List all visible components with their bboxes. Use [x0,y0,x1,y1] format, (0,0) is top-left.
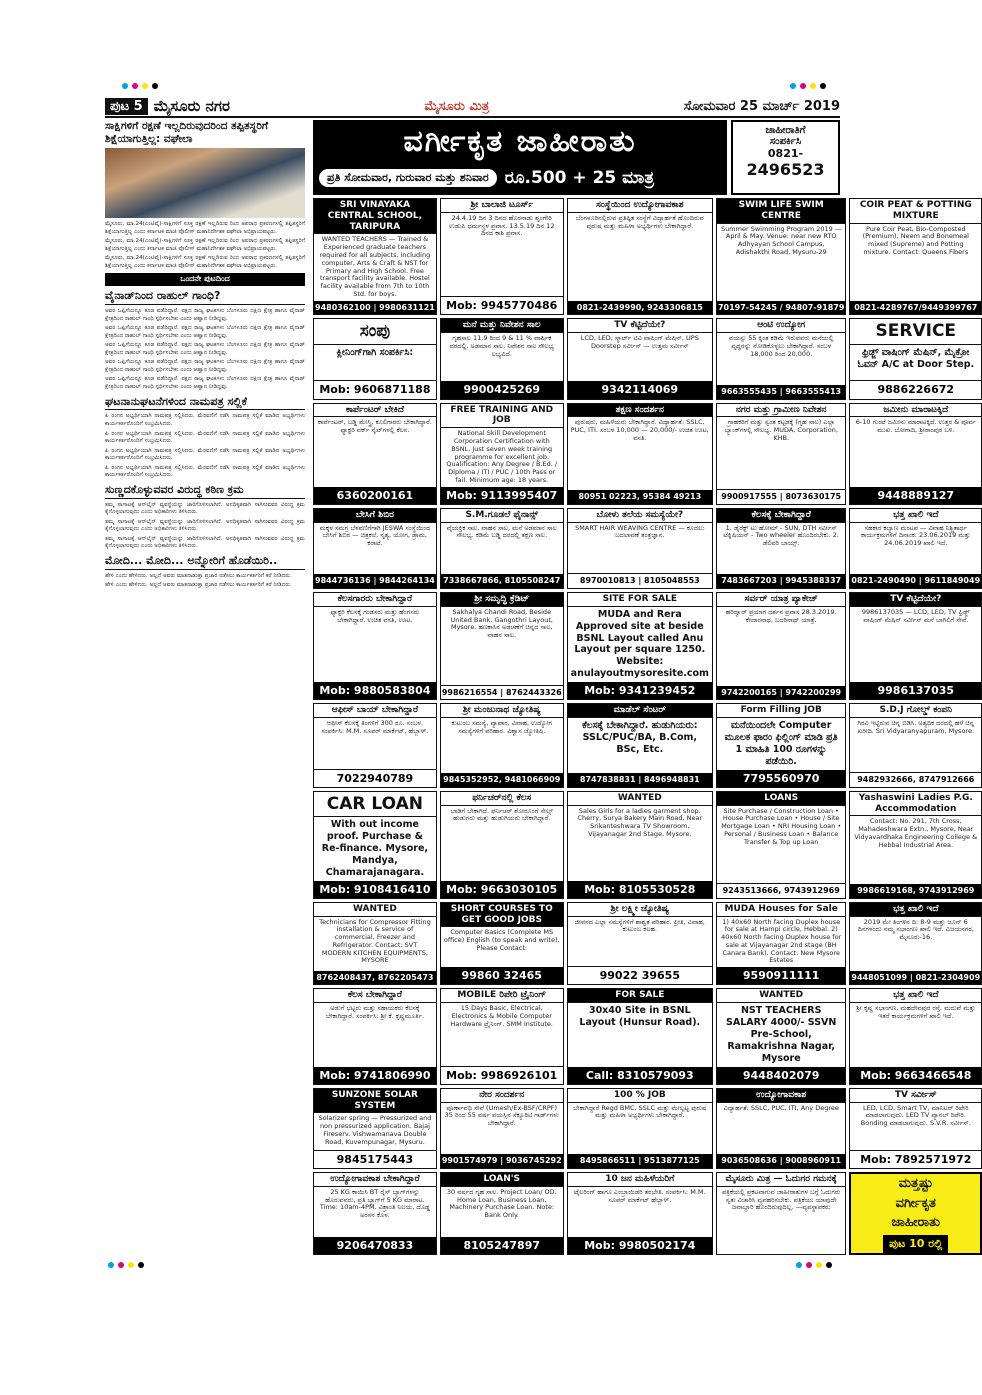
ad-title: ಉದ್ಯೋಗಾವಕಾಶ ಬೇಕಾಗಿದ್ದಾರೆ [314,1173,436,1187]
ad-title: ಮೈಸೂರು ಮಿತ್ರ — ಓದುಗರ ಗಮನಕ್ಕೆ [717,1173,845,1187]
classified-ad [440,508,564,589]
ad-title: LOANS [717,792,845,806]
dateline: ಸೋಮವಾರ 25 ಮಾರ್ಚ್ 2019 [683,98,840,114]
ad-phone-number: 9480362100 | 9980631121 [314,301,436,315]
registration-dot-icon [800,83,806,89]
ad-title: 10 ಜನ ಮಹಿಳೆಯರಿಗೆ [568,1173,712,1187]
ad-body: ಮಕ್ಕಳ ಸಮಗ್ರ ಬೆಳವಣಿಗೆಗಾಗಿ JESWA ಸಂಸ್ಥೆಯಿಂದ ಬೇಸಿಗೆ ಶಿಬಿರ — ಚಿತ್ರಕಲೆ, ನೃತ್ಯ, ಯೋಗ, ಡ್ರಾಮ, ಕರಾಟೆ. [319,523,431,548]
classified-ad [716,1172,846,1255]
registration-dot-icon [132,83,138,89]
page-header [105,96,840,118]
classified-ad [313,1088,437,1169]
classified-ad [849,592,982,700]
registration-dot-icon [118,1262,124,1268]
ad-title: ಕೆಲಸಗಾರರು ಬೇಕಾಗಿದ್ದಾರೆ [314,593,436,607]
ad-phone-number: 9845352952, 9481066909 [441,773,563,787]
ad-phone-number: 9986137035 [850,682,981,699]
classified-ad [716,902,846,986]
ad-title: WANTED [568,792,712,806]
classified-ad [313,508,437,589]
ad-phone-number: 9742200165 | 9742200299 [717,686,845,700]
news-paragraph: ಪಿ ರಂಗನ ಅಭ್ಯರ್ಥಿಯಾಗಿ ನಾಮಪತ್ರ ಸಲ್ಲಿಸಿದರು. ಮೆರವಣಿಗೆ ನಡೆಸಿ ನಾಮಪತ್ರ ಸಲ್ಲಿಕೆ ಮಾಡಿದ ಅಭ್ಯರ್ಥಿಗಳು ಕಾರ್ಯಕರ್ತರೊಂದಿಗೆ ಸಂಭ್ರಮಿಸಿದರು. [105,464,305,479]
classified-banner-title: ವರ್ಗೀಕೃತ ಜಾಹೀರಾತು [403,124,637,159]
ad-title: ಶ್ರೀ ಮಂಜುನಾಥ ಜ್ಯೋತಿಷ್ಯ [441,704,563,718]
classified-ad [440,592,564,700]
ad-title: ನೇರ ಸಂದರ್ಶನ [441,1089,563,1103]
ad-body: ಜೀವನದ ಎಲ್ಲಾ ಸಮಸ್ಯೆಗಳಿಗೆ ಶಾಶ್ವತ ಪರಿಹಾರ. ಪ್ರೀತಿ, ವಿವಾಹ, ಕುಟುಂಬ ಕಲಹ. [574,917,705,934]
ad-phone-number: Mob: 9663466548 [850,1067,981,1084]
ad-body: ಪೂರ್ಣಾವಧಿ ಸೇವೆ (Umesh/Ex-BSF/CRPF) 35 ರಿಂದ 55 ವರ್ಷ ವಯಸ್ಸಿನ ಸೆಕ್ಯೂರಿಟಿ ಗಾರ್ಡ್‌ಗಳು ಬೇಕಾಗಿದ್ದಾರೆ. [444,1103,559,1128]
registration-dot-icon [108,1262,114,1268]
ad-phone-number: 0821-2490490 | 9611849049 [850,574,981,588]
ad-body: Site Purchase / Construction Loan • House Purchase Loan • House / Site Mortgage Loan • NRI Housing Loan • Personal / Business Loan • Balance Transfer & Top up Loan [721,806,842,846]
ad-phone-number: 8762408437, 8762205473 [314,971,436,985]
ad-title: WANTED [314,903,436,917]
ad-body: ಫ್ರಿಡ್ಜ್ ವಾಷಿಂಗ್ ಮೆಷಿನ್, ಮೈಕ್ರೋ ಓವನ್ A/C at Door Step. [857,346,975,370]
ad-title: ಶ್ರೀ ಲಕ್ಷ್ಮೀ ಜ್ಯೋತಿಷ್ಯ [568,903,712,917]
ad-body: 2019 ಮೇ ತಿಂಗಳಿನ ದಿ: 8-9 ಮತ್ತು ಜೂನ್ 6 ದಿನಗಳಂದು ನಮ್ಮ ಸಭಾಂಗಣ ಖಾಲಿ ಇದೆ. ವಿಜಯನಗರ, ಮೈಸೂರು-16. [857,917,974,942]
classified-ad [716,1088,846,1169]
more-classifieds-line: ಜಾಹೀರಾತು [891,1215,941,1230]
classified-ad [716,403,846,505]
ad-title: ಬೋಳು ತಲೆಯ ಸಮಸ್ಯೆಯೇ? [568,509,712,523]
classified-section [313,120,981,1255]
ad-title: ಕೆಲಸಕ್ಕೆ ಬೇಕಾಗಿದ್ದಾರೆ [717,509,845,523]
ad-phone-number: 7483667203 | 9945388337 [717,574,845,588]
contact-box-line: ಸಂಪರ್ಕಿಸಿ [769,136,802,147]
news-photo [105,148,305,218]
registration-dot-icon [816,1262,822,1268]
ad-body: ಮನೆಯಿಂದಲೇ Computer ಮೂಲಕ ಫಾರಂ ಫಿಲ್ಲಿಂಗ್ ಮಾಡಿ ಪ್ರತಿ 1 ಮಾಹಿತಿ 100 ರೂಗಳನ್ನು ಪಡೆಯಿರಿ. [724,720,838,767]
registration-dot-icon [138,1262,144,1268]
classified-ad [567,703,713,787]
classified-ad [440,791,564,899]
ad-body: 1) 40x60 North facing Duplex house for sale at Hampi circle, Hebbal. 2) 40x60 North facing Duplex house for sale at Vijayanagar 2nd stage (BH Canara Bank). Contact: New Mysore Estates [721,917,842,965]
ad-body: ಗಿರವಿ ಇಟ್ಟಿರುವ ಚಿನ್ನ ಬಿಡಿಸಿ. ಅತ್ಯಧಿಕ ದರದಲ್ಲಿ ಹಳೆ ಚಿನ್ನ ಖರೀದಿ. Sri Vidyaranyapuram, Mysore. [857,719,975,735]
classified-ad [716,508,846,589]
classified-ad [313,318,437,399]
ad-phone-number: Mob: 9945770486 [441,296,563,314]
classified-ad [849,791,982,899]
classified-ad [567,403,713,505]
ad-title: ಆಂಟಿ ಉದ್ಯೋಗ [717,319,845,333]
classified-ad [313,198,437,315]
ad-phone-number: 9901574979 | 9036745292 [441,1154,563,1168]
classified-ad [440,1172,564,1255]
registration-dot-icon [142,83,148,89]
ad-body: 30x40 Site in BSNL Layout (Hunsur Road). [579,1005,701,1029]
classified-ad [567,1088,713,1169]
ad-body: Sakhalya Chandi Road, Beside United Bank, Gangothri Layout, Mysore. ಹಣಕಾಸಿನ ಅಡಚಣೆಗೆ ಚಿನ್ನದ ಸಾಲ, ವಾಹನ ಸಾಲ. [450,607,553,640]
news-headline: ಘಟನಾನುಘಟನೆಗಳಿಂದ ನಾಮಪತ್ರ ಸಲ್ಲಿಕೆ [105,395,305,411]
ad-title: SITE FOR SALE [568,593,712,607]
ad-phone-number: 9590911111 [717,967,845,984]
classified-ad [440,1088,564,1169]
ad-phone-number: Mob: 9606871188 [314,380,436,398]
ad-phone-number: 0821-2439990, 9243306815 [568,301,712,315]
more-classifieds-page-ref: ಪುಟ 10 ರಲ್ಲಿ [883,1235,948,1254]
classified-ad [313,791,437,899]
classified-ad [440,318,564,399]
classified-ad [313,403,437,505]
ad-title: ಭತ್ತ ಖಾಲಿ ಇದೆ [850,509,981,523]
ad-phone-number: 9986216554 | 8762443326 [441,685,563,700]
ad-phone-number: Mob: 9980502174 [568,1237,712,1254]
ad-body: ಬಾಡಿಗೆ ಬೇಕಾಗಿದೆ. ಫರ್ನಿಚರ್ ಶೋರೂಂಗೆ ಸೇಲ್ಸ್ ಹುಡುಗರು ಮತ್ತು ಹುಡುಗಿಯರು ಬೇಕಾಗಿದ್ದಾರೆ. [450,806,553,823]
classified-ad [716,703,846,787]
ad-body: Pure Coir Peat, Bio-Composted (Premium), Neem and Bonemeal mixed (Supreme) and Potting mixture. Contact: Queens Fibers [862,224,969,256]
ad-phone-number: 9342114069 [568,381,712,398]
classified-banner-subtitle: ಪ್ರತಿ ಸೋಮವಾರ, ಗುರುವಾರ ಮತ್ತು ಶನಿವಾರ [319,169,497,187]
ad-title: FREE TRAINING AND JOB [441,404,563,429]
ad-title: LOAN'S [441,1173,563,1187]
ad-phone-number: 9448051099 | 0821-2304909 [850,971,981,985]
ad-phone-number: 99860 32465 [441,967,563,984]
ad-body: ಬೇಕಾಗಿದ್ದಾರೆ Regd BMC. SSLC ಮತ್ತು ಮೇಲ್ಪಟ್ಟ ಪುರುಷ ಮತ್ತು ಮಹಿಳಾ ಅಭ್ಯರ್ಥಿಗಳು ಬೇಕಾಗಿದ್ದಾರೆ. [573,1103,707,1120]
ad-title: MOBILE ರಿಪೇರಿ ಟ್ರೈನಿಂಗ್ [441,989,563,1003]
ad-title: ಕೆಲಸ ಬೇಕಾಗಿದ್ದಾರೆ [314,989,436,1003]
page-number-badge: ಪುಟ 5 [105,98,148,115]
ad-body: Sales Girls for a ladies garment shop. Cherry, Surya Bakery Main Road, Near Srikanteshwara TV Showroom, Vijayanagar 2nd Stage, Mysore. [577,806,703,838]
registration-dot-icon [826,1262,832,1268]
ad-title: ಸರ್ವರ್ ಯಾತ್ರ ಪ್ಯಾಕೇಜ್ [717,593,845,607]
ad-phone-number: 7338667866, 8105508247 [441,574,563,588]
registration-dot-icon [810,83,816,89]
ad-body: NST TEACHERS SALARY 4000/- SSVN Pre-School, Ramakrishna Nagar, Mysore [726,1005,837,1064]
news-paragraph: ಅವರ ಒಪ್ಪಿಗೆಯನ್ನೂ ಕೂಡ ಪಡೆದಿದ್ದಾರೆ. ಪಕ್ಷದ ರಾಜ್ಯ ಘಟಕಗಳು ಬೆಂಗಳೂರು ದಕ್ಷಿಣ ಕ್ಷೇತ್ರ ಹಾಗೂ ವೈನಾಡ್ ಕ್ಷೇತ್ರದಿಂದ ರಾಹುಲ್ ಗಾಂಧಿ ಸ್ಪರ್ಧಿಸಬೇಕು ಎಂದು ಆಹ್ವಾನ ನೀಡಿದ್ದವು. [105,359,305,373]
classified-ad [440,198,564,315]
ad-body: 25 KG ಕಾಯಿಸಿ BT ರೈಸ್ ಬ್ಯಾಗ್‌ಗಳನ್ನು ಹೊರುವವರು, ಪ್ರತಿ ಬ್ಯಾಗ್‌ಗೆ 5 KG ಮಾರಾಟ. Time: 10am-4PM. ವಿಶ್ರಾಂತಿ ನಿಲಯ, ದೊಡ್ಡ ಅರಸನ ಕೊಳ. [319,1187,430,1220]
ad-phone-number: 9986619168, 9743912969 [850,884,981,898]
ad-phone-number: 9900917555 | 8073630175 [717,489,845,504]
classified-rate: ರೂ.500 + 25 ಮಾತ್ರ [504,168,655,188]
classified-ad [716,592,846,700]
ad-body: ಗ್ರಾಹಕರಿಗೆ ಮತ್ತು ಸ್ವಂತ ಕಟ್ಟಡಕ್ಕೆ (ಗೃಹ ಸಾಲ) ಎಲ್ಲಾ ಬ್ಯಾಂಕ್‌ಗಳಲ್ಲಿ ಸೌಲಭ್ಯ. MUDA, Corporation, KHB. [724,418,838,442]
ad-phone-number: 9206470833 [314,1237,436,1254]
news-paragraph: ಮೈಸೂರು, ಮಾ.24(ಎಂಟಿವೈ)-ಸಾಕ್ಷಿಗಳಿಗೆ ಸೂಕ್ತ ರಕ್ಷಣೆ ಇಲ್ಲದಿರುವ ರಿಂದ ಅಪರಾಧ ಪ್ರಕರಣಗಳಲ್ಲಿ ತಪ್ಪಿತಸ್ಥರಿಗೆ ಶಿಕ್ಷೆಯಾಗುತ್ತಿಲ್ಲ ಎಂದು ಕರ್ನಾಟಕ ಮಾಜಿ ಪೊಲೀಸ್ ಮಹಾನಿರ್ದೇಶಕ ವಘೇಲಾ ಅಭಿಪ್ರಾಯಪಟ್ಟರು. [105,238,305,252]
ad-body: Technicians for Compressor Fitting installation & service of commercial, Freezer and Refrigerator. Contact: SVT MODERN KITCHEN EQUIPMENTS, MYSORE [319,917,431,965]
ad-title: SERVICE [850,319,981,344]
classified-ad [567,988,713,1084]
ad-body: ವೈಯಕ್ತಿಕ ಸಾಲ, ವಾಹನ ಸಾಲ, ಮನೆ ಅಡಮಾನ ಸಾಲ ಸೌಲಭ್ಯ. ಕಡಿಮೆ ಬಡ್ಡಿ ದರದಲ್ಲಿ ತಕ್ಷಣ ಸಾಲ. [446,523,557,540]
ad-phone-number: 8495866511 | 9513877125 [568,1154,712,1168]
news-paragraph: ಮೈಸೂರು, ಮಾ.24(ಎಂಟಿವೈ)-ಸಾಕ್ಷಿಗಳಿಗೆ ಸೂಕ್ತ ರಕ್ಷಣೆ ಇಲ್ಲದಿರುವ ರಿಂದ ಅಪರಾಧ ಪ್ರಕರಣಗಳಲ್ಲಿ ತಪ್ಪಿತಸ್ಥರಿಗೆ ಶಿಕ್ಷೆಯಾಗುತ್ತಿಲ್ಲ ಎಂದು ಕರ್ನಾಟಕ ಮಾಜಿ ಪೊಲೀಸ್ ಮಹಾನಿರ್ದೇಶಕ ವಘೇಲಾ ಅಭಿಪ್ರಾಯಪಟ್ಟರು. [105,221,305,235]
ad-title: ಶ್ರೀ ಸಮೃದ್ಧಿ ಕ್ರೆಡಿಟ್ [441,593,563,607]
continued-heading: ಒಂದನೇ ಪುಟದಿಂದ [105,273,305,286]
ad-body: ಕಾರ್ಪೆಂಟರ್, ಬಡ್ಡಿ ಮೇಸ್ತ್ರಿ, ಕೂಲಿಗಾರರು ಬೇಕಾಗಿದ್ದಾರೆ. ಫ್ಯಾಕ್ಟರಿ ವರ್ಕ್ ಸೈಟ್‌ಗಳಲ್ಲಿ ಕೆಲಸ. [317,418,432,435]
ad-phone-number: 9448402079 [717,1067,845,1084]
classified-ad [567,198,713,315]
ad-body: Computer Basics (Complete MS office) English (to speak and write). Please Contact: [443,928,560,952]
classified-ad [313,592,437,700]
ad-title: WANTED [717,989,845,1003]
registration-dot-icon [122,83,128,89]
ad-body: ವಯಸ್ಸು 55 ಕ್ಕಿಂತ ಕಡಿಮೆ ಇರುವವರು ಮನೆಯಲ್ಲಿ ವೃದ್ಧರನ್ನು ನೋಡಿಕೊಳ್ಳಲು ಬೇಕಾಗಿದ್ದಾರೆ. ಸಂಬಳ 18,000 ರಿಂದ 20,000. [728,334,834,358]
ad-body: ಪತ್ರಿಕೆಯಲ್ಲಿ ಪ್ರಕಟವಾಗುವ ಜಾಹೀರಾತುಗಳ ಬಗ್ಗೆ ಓದುಗರು ಸ್ವತಃ ವಿಚಾರಿಸಿ ವ್ಯವಹರಿಸಬೇಕು. ಪತ್ರಿಕೆಯು ಯಾವುದೇ ಜವಾಬ್ದಾರಿ ಹೊಂದಿರುವುದಿಲ್ಲ. —ವ್ಯವಸ್ಥಾಪಕರು [722,1187,841,1212]
news-paragraph: ಹೇಳಿ ಎಂದು ಹೇಳಿದರು. ಅಲ್ಲದೆ ಅವರು ಮಾತನಾಡುತ್ತಾ ಪ್ರಚಾರ ನಡೆಸಲು ಕಾರ್ಯಕರ್ತರಿಗೆ ಕರೆ ನೀಡಿದರು. [105,572,292,579]
ad-phone-number: Mob: 9741806990 [314,1067,436,1084]
ad-title: S.M.ಗೂಡಲೆ ಫೈನಾನ್ಸ್ [441,509,563,523]
ad-body: LED, LCD, Smart TV, ಮಾನಿಟರ್ ರಿಪೇರಿ ಮಾಡಲಾಗುವುದು. LED TV ಪ್ಯಾನಲ್ ರಿಪೇರಿ. Bonding ಮಾಡಲಾಗುವುದು. S.V.R. ಸರ್ವೀಸ್. [860,1103,971,1128]
newspaper-masthead: ಮೈಸೂರು ಮಿತ್ರ [424,98,490,114]
ad-title: FOR SALE [568,989,712,1003]
more-classifieds-line: ವರ್ಗೀಕೃತ [895,1195,936,1211]
news-headline: ಮೋದಿ... ಮೋದಿ... ಅನ್ನೋರಿಗೆ ಹೊಡೆಯಿರಿ.. [105,554,305,570]
classified-ad [849,198,982,315]
ad-phone-number: Mob: 9986926101 [441,1066,563,1084]
news-paragraph: ತಮ್ಮ ಸಾಗಾಟಕ್ಕೆ ಆನ್‌ಲೈನ್ ವ್ಯವಸ್ಥೆಯನ್ನು ಜಾರಿಗೊಳಿಸಲಾಗಿದೆ. ಅನಧಿಕೃತವಾಗಿ ಸಾಗಿಸುವವರ ವಿರುದ್ಧ ಕ್ರಮ ಕೈಗೊಳ್ಳಲಾಗುವುದು ಎಂದು ಅಧಿಕಾರಿಗಳು ತಿಳಿಸಿದರು. [105,535,305,550]
classified-ad [716,318,846,399]
ad-title: ತಕ್ಷಣ ಸಂದರ್ಶನ [568,404,712,418]
ad-title: ಶ್ರೀ ಬಾಲಾಜಿ ಟೂರ್ಸ್ [441,199,563,213]
contact-box-line: ಜಾಹೀರಾತಿಗೆ [765,125,806,136]
classified-ad [313,988,437,1084]
ad-phone-number: Mob: 8105530528 [568,881,712,898]
ad-phone-number: 99022 39655 [568,966,712,984]
news-paragraph: ಪಿ ರಂಗನ ಅಭ್ಯರ್ಥಿಯಾಗಿ ನಾಮಪತ್ರ ಸಲ್ಲಿಸಿದರು. ಮೆರವಣಿಗೆ ನಡೆಸಿ ನಾಮಪತ್ರ ಸಲ್ಲಿಕೆ ಮಾಡಿದ ಅಭ್ಯರ್ಥಿಗಳು ಕಾರ್ಯಕರ್ತರೊಂದಿಗೆ ಸಂಭ್ರಮಿಸಿದರು. [105,430,305,445]
ad-body: 24.4.19 ದಿನ 3 ದಿನದ ಹೊರನಾಡು ಶೃಂಗೇರಿ ಉಡುಪಿ ಧರ್ಮಸ್ಥಳ ಪ್ರವಾಸ. 13.5.19 ದಿನ 12 ದಿನದ ಕಾಶಿ ಪ್ರವಾಸ. [449,213,555,238]
contact-box-phone: 2496523 [746,160,825,179]
ad-body: ಹರಿದ್ವಾರ್ ಪ್ರಯಾಗ ದರ್ಶನ ಪ್ರವಾಸ 28.3.2019. ಕೇದಾರನಾಥ, ಬದರಿನಾಥ್ ಯಾತ್ರೆ. [725,607,837,624]
ad-body: With out income proof. Purchase & Re-finance. Mysore, Mandya, Chamarajanagara. [321,819,429,878]
ad-phone-number: 9036508636 | 9008960911 [717,1154,845,1168]
classified-ad [440,403,564,505]
ad-title: SWIM LIFE SWIM CENTRE [717,199,845,224]
ad-phone-number: 9886226672 [850,380,981,398]
registration-dot-icon [128,1262,134,1268]
classified-banner-bottom [313,166,727,190]
ad-phone-number: 6360200161 [314,487,436,504]
ad-phone-number: Mob: 9341239452 [568,682,712,699]
ad-phone-number: 0821-4289767/9449399767 [850,301,981,315]
ad-title: SUNZONE SOLAR SYSTEM [314,1089,436,1114]
ad-body: ಸಹಕಾರ ಕಲ್ಯಾಣ ಮಂಟಪ — ವಿವಾಹ ನಿಶ್ಚಿತಾರ್ಥ ಕಾರ್ಯಕ್ರಮಗಳಿಗೆ ದಿನಾಂಕ: 23.06.2019 ಮತ್ತು 24.06.2019 ಖಾಲಿ ಇದೆ. [861,523,971,548]
classified-ad [849,403,982,505]
ad-title: SRI VINAYAKA CENTRAL SCHOOL, TARIPURA [314,199,436,234]
ad-phone-number: 9243513666, 9743912969 [717,883,845,898]
classified-ad [440,988,564,1084]
contact-box-line: 0821- [767,147,804,160]
ad-body: ಪುರುಷರು, ಮಹಿಳೆಯರು ಬೇಕಾಗಿದ್ದಾರೆ. ವಿದ್ಯಾರ್ಹತೆ: SSLC, PUC, ITI. ಸಂಬಳ 10,000 — 20,000/- ಉಚಿತ ಊಟ, ವಸತಿ. [570,418,709,442]
ad-body: Contact: No. 291, 7th Cross, Mahadeshwara Extn., Mysore, Near Vidyavardhaka Engineering College & Hebbal Industrial Area. [854,817,978,849]
ad-body: MUDA and Rera Approved site at beside BSNL Layout called Anu Layout per square 1250. Website: anulayoutmysoresite.com [570,608,709,680]
classified-ad [849,703,982,787]
classified-ad [313,703,437,787]
ad-phone-number: 9845175443 [314,1150,436,1168]
ad-phone-number: Call: 8310579093 [568,1067,712,1084]
ad-title: ಜಮೀನು ಮಾರಾಟಕ್ಕಿದೆ [850,404,981,418]
registration-dot-icon [820,83,826,89]
ad-body: ಟೈಲರಿಂಗ್ ಹಾಗೂ ಎಂಬ್ರಾಯಿಡರಿ ತರಬೇತಿ. ಸಂಪರ್ಕಿಸಿ: M.M. ಸೂಪರ್ ಮಾರ್ಕೆಟ್ ಹೆಬ್ಬಾಳ್. [573,1187,706,1204]
classified-ad [567,791,713,899]
classified-ad [567,1172,713,1255]
ad-title: SHORT COURSES TO GET GOOD JOBS [441,903,563,928]
classified-ad [567,318,713,399]
ad-title: MUDA Houses for Sale [717,903,845,917]
classified-ad [716,198,846,315]
ad-title: ಮಾಡೆಲ್ ಸೆಂಟರ್ [568,704,712,718]
news-paragraph: ಪಿ ರಂಗನ ಅಭ್ಯರ್ಥಿಯಾಗಿ ನಾಮಪತ್ರ ಸಲ್ಲಿಸಿದರು. ಮೆರವಣಿಗೆ ನಡೆಸಿ ನಾಮಪತ್ರ ಸಲ್ಲಿಕೆ ಮಾಡಿದ ಅಭ್ಯರ್ಥಿಗಳು ಕಾರ್ಯಕರ್ತರೊಂದಿಗೆ ಸಂಭ್ರಮಿಸಿದರು. [105,413,305,427]
ad-title: ಬೇಸಿಗೆ ಶಿಬಿರ [314,509,436,523]
ad-body: ಅಡುಗೆ ಭಟ್ಟರು ಮತ್ತು ಸಹಾಯಕರು ಕೆಲಸಕ್ಕೆ ಬೇಕಾಗಿದ್ದಾರೆ. ಸಂಪರ್ಕಿಸಿ: ಶ್ರೀ ಕೆ. ಕೃಷ್ಣಮೂರ್ತಿ. [325,1004,425,1021]
ad-phone-number: 70197-54245 / 94807-91879 [717,301,845,315]
ad-title: ಉದ್ಯೋಗಾವಕಾಶ [717,1089,845,1103]
classified-ad [849,902,982,986]
news-paragraph: ಅವರ ಒಪ್ಪಿಗೆಯನ್ನೂ ಕೂಡ ಪಡೆದಿದ್ದಾರೆ. ಪಕ್ಷದ ರಾಜ್ಯ ಘಟಕಗಳು ಬೆಂಗಳೂರು ದಕ್ಷಿಣ ಕ್ಷೇತ್ರ ಹಾಗೂ ವೈನಾಡ್ ಕ್ಷೇತ್ರದಿಂದ ರಾಹುಲ್ ಗಾಂಧಿ ಸ್ಪರ್ಧಿಸಬೇಕು ಎಂದು ಆಹ್ವಾನ ನೀಡಿದ್ದವು. [105,376,305,391]
ad-phone-number: Mob: 7892571972 [850,1150,981,1168]
ad-body: ಆಫೀಸ್ ಕೆಲಸಕ್ಕೆ ತಿಂಗಳಿಗೆ 300 ರೂ. ಸಂಬಳ. ಸಂಪರ್ಕಿಸಿ: M.M. ಸೂಪರ್ ಮಾರ್ಕೆಟ್, ಹೆಬ್ಬಾಳ್. [321,719,429,735]
ad-title: CAR LOAN [314,792,436,817]
ad-title: TV ಕೆಟ್ಟಿದೆಯೇ? [568,319,712,333]
news-paragraph: ಅವರ ಒಪ್ಪಿಗೆಯನ್ನೂ ಕೂಡ ಪಡೆದಿದ್ದಾರೆ. ಪಕ್ಷದ ರಾಜ್ಯ ಘಟಕಗಳು ಬೆಂಗಳೂರು ದಕ್ಷಿಣ ಕ್ಷೇತ್ರ ಹಾಗೂ ವೈನಾಡ್ ಕ್ಷೇತ್ರದಿಂದ ರಾಹುಲ್ ಗಾಂಧಿ ಸ್ಪರ್ಧಿಸಬೇಕು ಎಂದು ಆಹ್ವಾನ ನೀಡಿದ್ದವು. [105,308,305,322]
classified-ad [313,1172,437,1255]
ad-title: ಸಂಸ್ಥೆಯಿಂದ ಉದ್ಯೋಗಾವಕಾಶ [568,199,712,213]
ad-title: TV ಕೆಟ್ಟಿದೆಯೇ? [850,593,981,607]
ad-body: ಫ್ಯಾಕ್ಟರಿ ಕೆಲಸಕ್ಕೆ ಗಂಡಸರು ಮತ್ತು ಹೆಂಗಸರು ಬೇಕಾಗಿದ್ದಾರೆ. ಉಚಿತ ವಸತಿ, ಊಟ. [330,607,420,624]
ad-phone-number: 9844736136 | 9844264134 [314,574,436,588]
news-paragraph: ಹೇಳಿ ಎಂದು ಹೇಳಿದರು. ಅಲ್ಲದೆ ಅವರು ಮಾತನಾಡುತ್ತಾ ಪ್ರಚಾರ ನಡೆಸಲು ಕಾರ್ಯಕರ್ತರಿಗೆ ಕರೆ ನೀಡಿದರು. [105,582,292,589]
ad-title: ಆಫೀಸ್ ಬಾಯ್ ಬೇಕಾಗಿದ್ದಾರೆ [314,704,436,718]
ad-title: ಭತ್ತ ಖಾಲಿ ಇದೆ [850,989,981,1003]
ad-phone-number: 8747838831 | 8496948831 [568,773,712,787]
classified-ad [849,1088,982,1169]
ad-phone-number: Mob: 9113995407 [441,487,563,504]
ad-body: ಕೆಲಸಕ್ಕೆ ಬೇಕಾಗಿದ್ದಾರೆ. ಹುಡುಗಿಯರು: SSLC/PUC/BA, B.Com, BSc, Etc. [582,720,698,755]
ad-phone-number: 9663555435 | 9663555413 [717,385,845,399]
ad-body: ವಿದ್ಯಾರ್ಹತೆ: SSLC, PUC, ITI, Any Degree [723,1103,839,1112]
classified-ad [567,902,713,986]
ad-phone-number: 9448889127 [850,487,981,504]
classified-ad [567,508,713,589]
ad-title: ಕಾರ್ಪೆಂಟರ್ ಬೇಕಿದೆ [314,404,436,418]
ad-title: Form Filling JOB [717,704,845,718]
ad-phone-number: Mob: 9108416410 [314,881,436,898]
ad-body: ಕುಟುಂಬ ಸಮಸ್ಯೆ, ವ್ಯಾಪಾರ, ವಿವಾಹ, ಉದ್ಯೋಗ ಸಮಸ್ಯೆಗಳಿಗೆ ಪರಿಹಾರ. ವಿಶ್ವಾಸ ಜ್ಯೋತಿಷಿ. [451,719,553,735]
ad-title: COIR PEAT & POTTING MIXTURE [850,199,981,224]
more-classifieds-line: ಮತ್ತಷ್ಟು [898,1176,933,1191]
ad-body: 30 ವರ್ಷದ ಗೃಹ ಸಾಲ. Project Loan/ OD. Home Loan, Business Loan, Machinery Purchase Loan. Note: Bank Only. [446,1187,557,1220]
news-paragraph: ತಮ್ಮ ಸಾಗಾಟಕ್ಕೆ ಆನ್‌ಲೈನ್ ವ್ಯವಸ್ಥೆಯನ್ನು ಜಾರಿಗೊಳಿಸಲಾಗಿದೆ. ಅನಧಿಕೃತವಾಗಿ ಸಾಗಿಸುವವರ ವಿರುದ್ಧ ಕ್ರಮ ಕೈಗೊಳ್ಳಲಾಗುವುದು ಎಂದು ಅಧಿಕಾರಿಗಳು ತಿಳಿಸಿದರು. [105,501,305,516]
registration-dot-icon [796,1262,802,1268]
registration-dot-icon [152,83,158,89]
ad-title: ನಗರ ಮತ್ತು ಗ್ರಾಮೀಣ ನಿವೇಶನ [717,404,845,418]
classified-ad [440,902,564,986]
ad-body: ಗೃಹಸಾಲ 11.9 ರಿಂದ 9 & 11 % ವಾರ್ಷಿಕ ದರದಲ್ಲಿ. ಅಡಮಾನ ಸಾಲ, ನಿವೇಶನ ಸಾಲ ಸೌಲಭ್ಯ ಲಭ್ಯವಿದೆ. [449,334,554,358]
advert-contact-box [731,120,840,195]
section-title: ಮೈಸೂರು ನಗರ [153,97,230,115]
ad-phone-number: 7795560970 [717,770,845,787]
classified-ad [440,703,564,787]
news-headline: ಸುಣ್ಣದಕೊಳ್ಳುವವರ ವಿರುದ್ಧ ಕಠಿಣ ಕ್ರಮ [105,483,305,499]
classified-ad-grid [313,198,981,1255]
ad-title: S.D.J ಗೋಲ್ಡ್ ಕಂಪನಿ [850,704,981,718]
ad-phone-number: 7022940789 [314,769,436,787]
ad-body: National Skill Development Corporation Certification with BSNL. Just seven week training programme for excellent job. Qualification: Any Degree / B.Ed. / Diploma / ITI / PUC / 10th Pass or fail. Minimum age: 18 years. [446,429,558,484]
ad-title: ಭತ್ತ ಖಾಲಿ ಇದೆ [850,903,981,917]
ad-body: Summer Swimming Program 2019 — April & May. Venue: near new RTO Adhyayan School Campus, Adishakthi Road, Mysuru-29 [721,224,842,256]
classified-ad [313,902,437,986]
classified-ad [567,592,713,700]
ad-body: 9986137035 — LCD, LED, TV ಫ್ರಿಡ್ಜ್ ವಾಷಿಂಗ್ ಮೆಷಿನ್ ಸರ್ವೀಸ್ ಮನೆ ಬಾಗಿಲಿಗೆ ಸೇವೆ. [861,607,970,624]
ad-body: 15 Days Basic, Electrical, Electronics & Mobile Computer Hardware ಟ್ರೈನಿಂಗ್. SMM Institute. [450,1004,553,1028]
ad-title: ಫರ್ನಿಚರ್‌ನಲ್ಲಿ ಕೆಲಸ [441,792,563,806]
ad-phone-number: Mob: 9663030105 [441,881,563,898]
ad-title: Yashaswini Ladies P.G. Accommodation [850,792,981,817]
ad-body: ಶ್ರೀ ಕೃಷ್ಣ ಸಭಾಂಗಣ, ಮಹದೇವಪುರ ರಸ್ತೆ. ಮದುವೆ ಮತ್ತು ಇತರೆ ಕಾರ್ಯಕ್ರಮಗಳಿಗೆ ಖಾಲಿ ಇದೆ. [856,1004,976,1021]
ad-body: 6-10 ಗುಂಟೆ ಜಮೀನು ಮಾರಾಟಕ್ಕಿದೆ. ಉತ್ತರ & ಪೂರ್ವ ಮುಖ. ಬೋಗಾದಿ, ಶ್ರೀರಾಂಪುರ ಬಳಿ. [855,418,976,435]
ad-title: TV ಸರ್ವೀಸ್ [850,1089,981,1103]
ad-body: SMART HAIR WEAVING CENTRE — ಕೂದಲು ಬದಲಾವಣೆ ತಂತ್ರಜ್ಞಾನ. [575,523,705,540]
ad-phone-number: Mob: 9880583804 [314,682,436,699]
ad-body: ಕ್ಲೀನಿಂಗ್‌ಗಾಗಿ ಸಂಪರ್ಕಿಸಿ: [336,346,414,358]
ad-title: ಸಂಪು [314,319,436,344]
registration-dot-icon [806,1262,812,1268]
classified-ad [849,508,982,589]
classified-ad [716,988,846,1084]
ad-phone-number: 9900425269 [441,381,563,398]
ad-phone-number: 80951 02223, 95384 49213 [568,490,712,504]
news-paragraph: ಪಿ ರಂಗನ ಅಭ್ಯರ್ಥಿಯಾಗಿ ನಾಮಪತ್ರ ಸಲ್ಲಿಸಿದರು. ಮೆರವಣಿಗೆ ನಡೆಸಿ ನಾಮಪತ್ರ ಸಲ್ಲಿಕೆ ಮಾಡಿದ ಅಭ್ಯರ್ಥಿಗಳು ಕಾರ್ಯಕರ್ತರೊಂದಿಗೆ ಸಂಭ್ರಮಿಸಿದರು. [105,447,305,462]
classified-ad [849,318,982,399]
registration-dot-icon [790,83,796,89]
more-classifieds-box [849,1172,982,1255]
news-column [105,120,305,1395]
ad-title: ಮನೆ ಮತ್ತು ನಿವೇಶನ ಸಾಲ [441,319,563,333]
ad-phone-number: 8970010813 | 8105048553 [568,573,712,588]
ad-body: ಬೆಂಗಳೂರಿನಲ್ಲಿರುವ ಪ್ರತಿಷ್ಠಿತ ಸಂಸ್ಥೆಗೆ ವಿದ್ಯಾರ್ಹತೆ ಹೊಂದಿರುವ ಪುರುಷ ಮತ್ತು ಮಹಿಳಾ ಅಭ್ಯರ್ಥಿಗಳು ಬೇಕಾಗಿದ್ದಾರೆ. [575,213,704,230]
ad-phone-number: 8105247897 [441,1237,563,1254]
news-paragraph: ಅವರ ಒಪ್ಪಿಗೆಯನ್ನೂ ಕೂಡ ಪಡೆದಿದ್ದಾರೆ. ಪಕ್ಷದ ರಾಜ್ಯ ಘಟಕಗಳು ಬೆಂಗಳೂರು ದಕ್ಷಿಣ ಕ್ಷೇತ್ರ ಹಾಗೂ ವೈನಾಡ್ ಕ್ಷೇತ್ರದಿಂದ ರಾಹುಲ್ ಗಾಂಧಿ ಸ್ಪರ್ಧಿಸಬೇಕು ಎಂದು ಆಹ್ವಾನ ನೀಡಿದ್ದವು. [105,325,305,339]
ad-title: 100 % JOB [568,1089,712,1103]
ad-body: WANTED TEACHERS — Trained & Experienced graduate teachers required for all subjects, including computer, Arts & Craft & NST for Primary and High School. Free transport facility available. Hostel facility available from 7th to 10th Std. for boys. [319,235,431,298]
news-headline: ವೈನಾಡ್‌ನಿಂದ ರಾಹುಲ್ ಗಾಂಧಿ? [105,289,305,305]
ad-body: LCD, LED, ಸ್ಮಾರ್ಟ್ ಟಿವಿ ವಾಷಿಂಗ್ ಮೆಷಿನ್, UPS Doorstep ಸರ್ವೀಸ್ — ಉತ್ತಮ ಸರ್ವೀಸ್ [580,334,699,350]
ad-phone-number: 9482932666, 8747912666 [850,772,981,787]
ad-body: 1. ಡೈರೆಕ್ಟ್ ಟು ಹೋಮ್ - SUN, DTH ಸರ್ವೀಸ್ ಟೆಕ್ನಿಷಿಯನ್ - Two wheeler ಹೊಂದಿರಬೇಕು. 2. ಡೆಲಿವರಿ ಬಾಯ್ಸ್. [723,523,839,548]
ad-body: Solarizer spring — Pressurized and non pressurized application. Bajaj Fireserv. Vishwamanava Double Road, Kuvempunagar, Mysuru. [318,1114,432,1146]
news-paragraph: ಮೈಸೂರು, ಮಾ.24(ಎಂಟಿವೈ)-ಸಾಕ್ಷಿಗಳಿಗೆ ಸೂಕ್ತ ರಕ್ಷಣೆ ಇಲ್ಲದಿರುವ ರಿಂದ ಅಪರಾಧ ಪ್ರಕರಣಗಳಲ್ಲಿ ತಪ್ಪಿತಸ್ಥರಿಗೆ ಶಿಕ್ಷೆಯಾಗುತ್ತಿಲ್ಲ ಎಂದು ಕರ್ನಾಟಕ ಮಾಜಿ ಪೊಲೀಸ್ ಮಹಾನಿರ್ದೇಶಕ ವಘೇಲಾ ಅಭಿಪ್ರಾಯಪಟ್ಟರು. [105,255,305,269]
classified-ad [716,791,846,899]
classified-banner [313,120,727,195]
classified-ad [849,988,982,1084]
news-paragraph: ಅವರ ಒಪ್ಪಿಗೆಯನ್ನೂ ಕೂಡ ಪಡೆದಿದ್ದಾರೆ. ಪಕ್ಷದ ರಾಜ್ಯ ಘಟಕಗಳು ಬೆಂಗಳೂರು ದಕ್ಷಿಣ ಕ್ಷೇತ್ರ ಹಾಗೂ ವೈನಾಡ್ ಕ್ಷೇತ್ರದಿಂದ ರಾಹುಲ್ ಗಾಂಧಿ ಸ್ಪರ್ಧಿಸಬೇಕು ಎಂದು ಆಹ್ವಾನ ನೀಡಿದ್ದವು. [105,342,305,356]
news-paragraph: ತಮ್ಮ ಸಾಗಾಟಕ್ಕೆ ಆನ್‌ಲೈನ್ ವ್ಯವಸ್ಥೆಯನ್ನು ಜಾರಿಗೊಳಿಸಲಾಗಿದೆ. ಅನಧಿಕೃತವಾಗಿ ಸಾಗಿಸುವವರ ವಿರುದ್ಧ ಕ್ರಮ ಕೈಗೊಳ್ಳಲಾಗುವುದು ಎಂದು ಅಧಿಕಾರಿಗಳು ತಿಳಿಸಿದರು. [105,518,305,533]
news-headline: ಸಾಕ್ಷಿಗಳಿಗೆ ರಕ್ಷಣೆ ಇಲ್ಲದಿರುವುದರಿಂದ ತಪ್ಪಿತಸ್ಥರಿಗೆ ಶಿಕ್ಷೆಯಾಗುತ್ತಿಲ್ಲ: ವಘೇಲಾ [105,120,269,145]
